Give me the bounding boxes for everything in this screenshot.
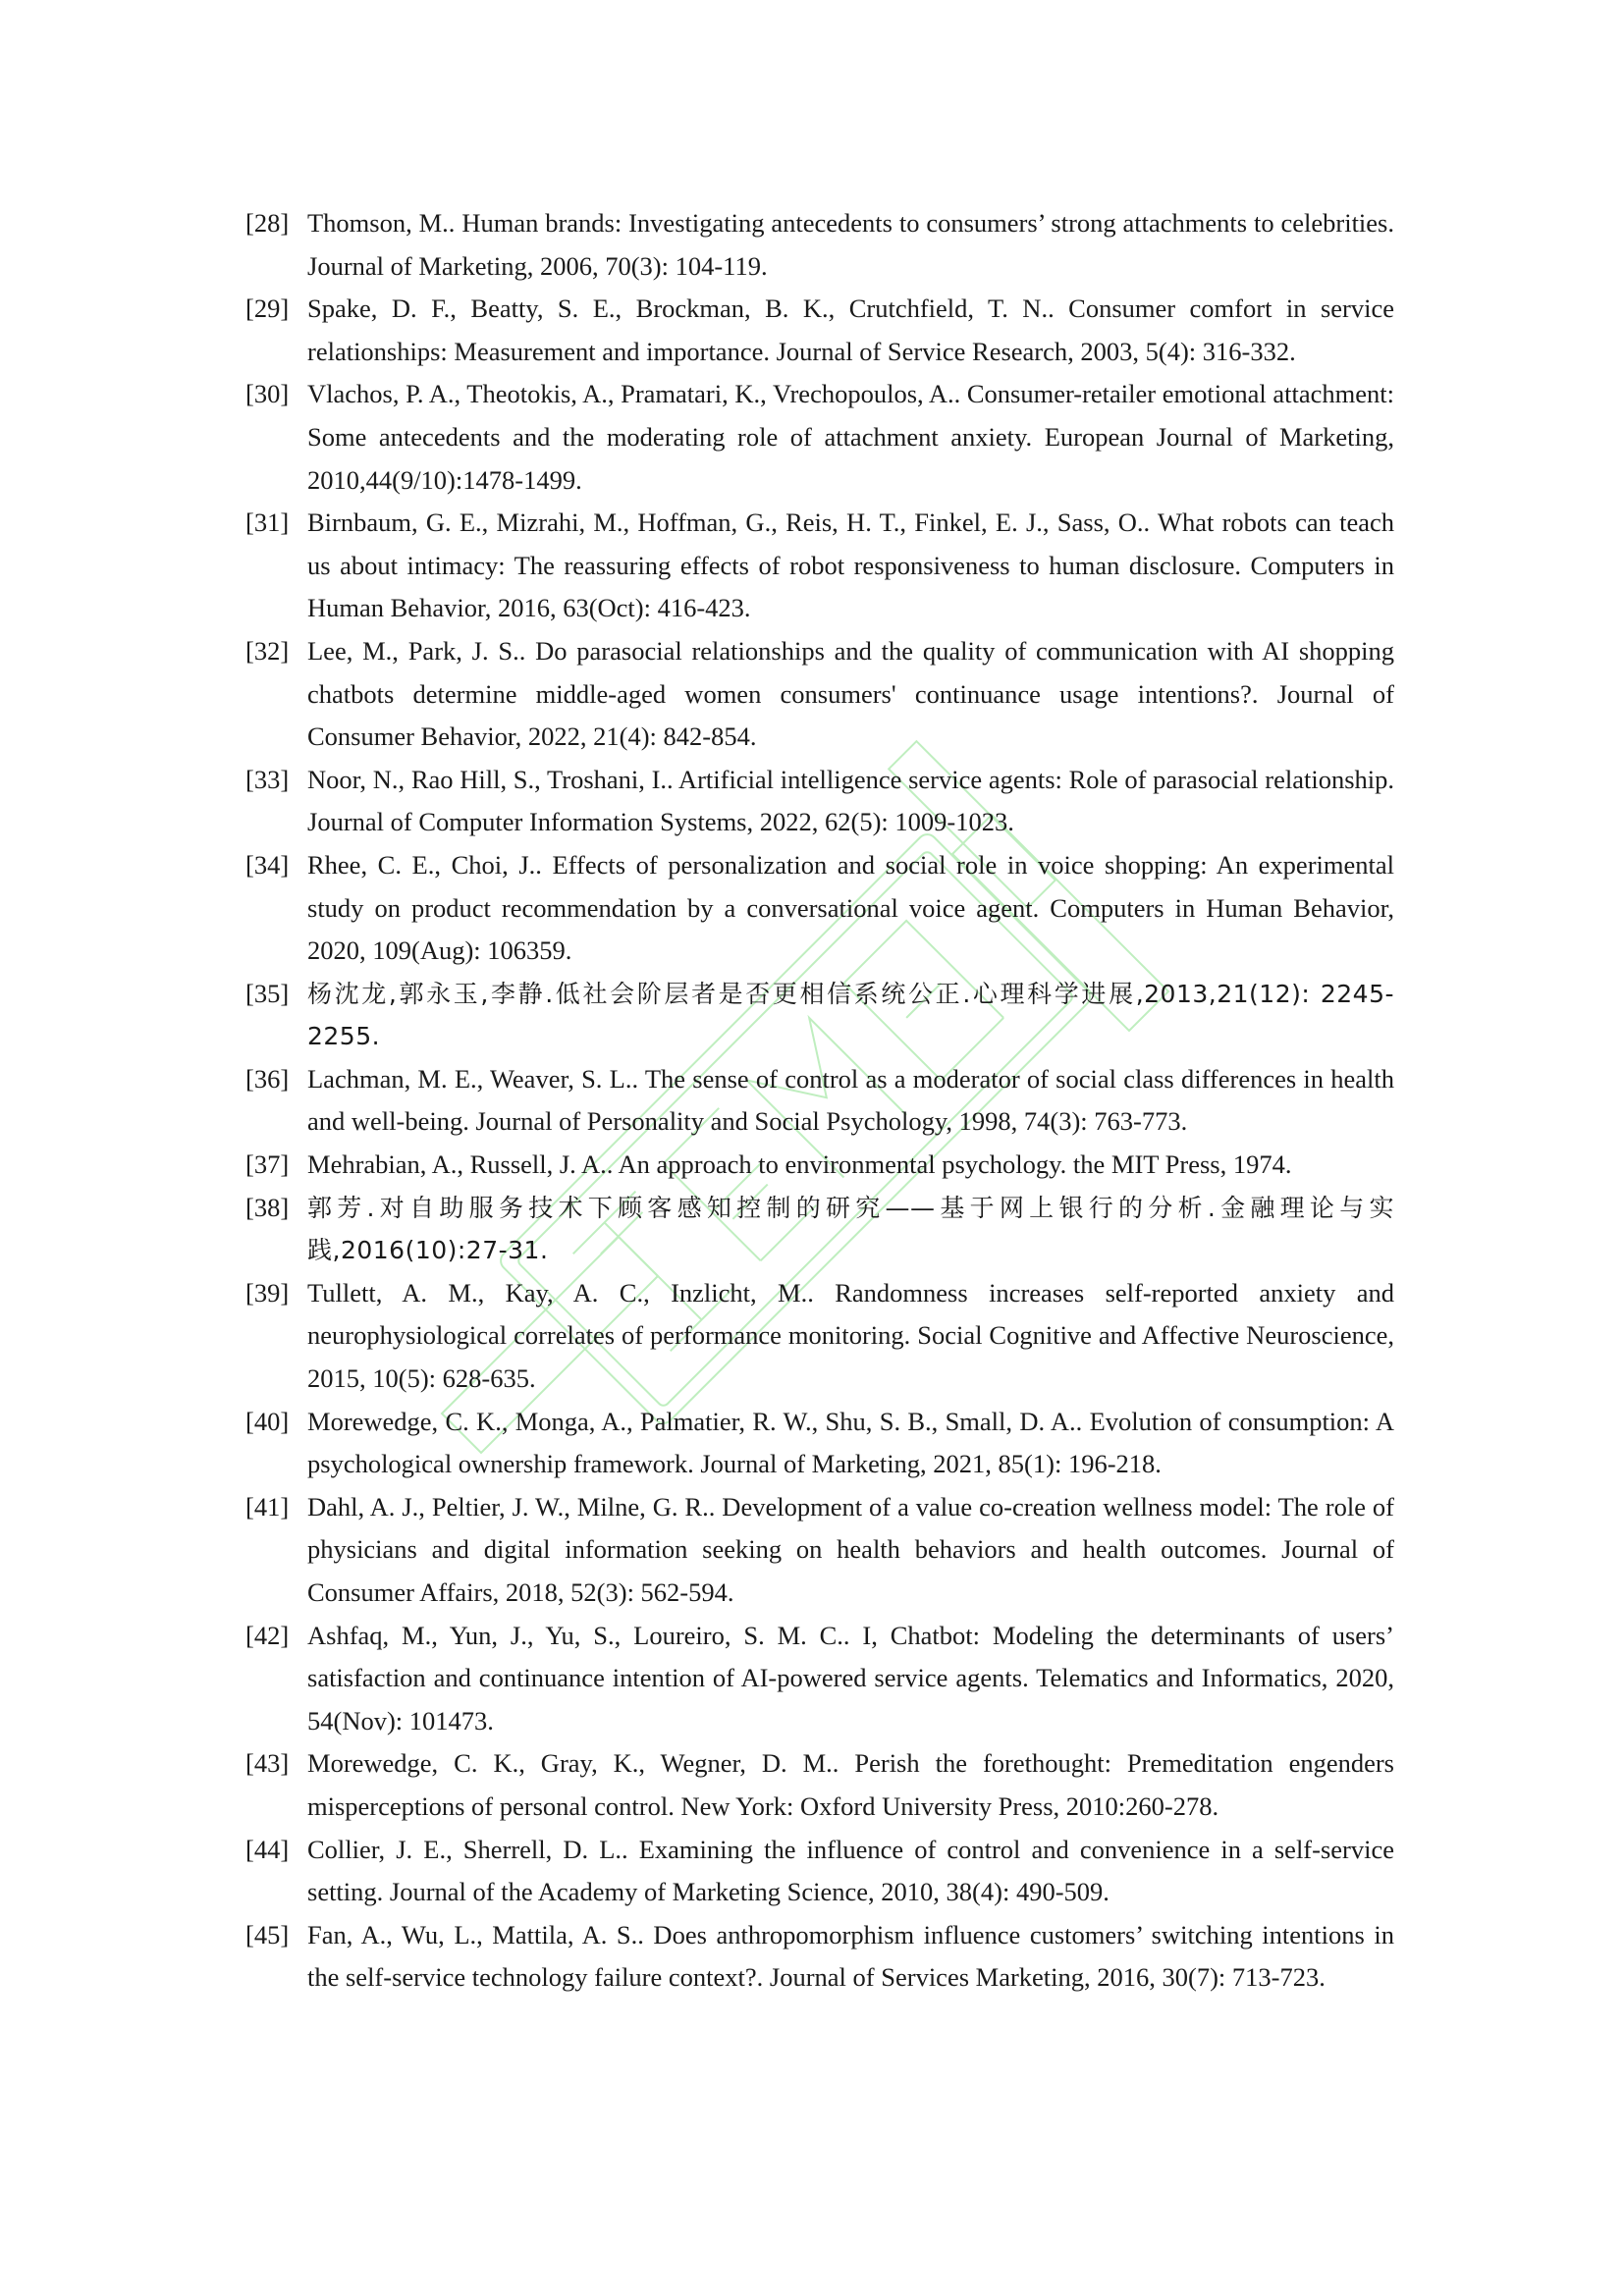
reference-text: Thomson, M.. Human brands: Investigating antecedents to consumers’ strong attachments to celebrities. Journal of Marketing, 2006, 70(3): 104-119. [307,208,1394,281]
reference-item [245,502,1394,630]
reference-number: [40] [245,1406,290,1436]
reference-number: [33] [245,764,290,794]
reference-number: [41] [245,1491,290,1522]
reference-text: Mehrabian, A., Russell, J. A.. An approach to environmental psychology. the MIT Press, 1974. [307,1149,1292,1180]
reference-number: [38] [245,1192,290,1222]
reference-number: [43] [245,1748,290,1779]
reference-item [245,1742,1394,1828]
reference-text: Dahl, A. J., Peltier, J. W., Milne, G. R.. Development of a value co-creation wellness model: The role of physicians and digital information seeking on health behaviors and health outcomes. Journal of Consumer Affairs, 2018, 52(3): 562-594. [307,1491,1394,1607]
reference-text: Collier, J. E., Sherrell, D. L.. Examining the influence of control and convenience in a self-service setting. Journal of the Academy of Marketing Science, 2010, 38(4): 490-509. [307,1834,1394,1907]
reference-number: [35] [245,978,290,1008]
reference-item [245,1272,1394,1401]
reference-number: [32] [245,635,290,666]
reference-item [245,1829,1394,1914]
reference-item [245,202,1394,288]
reference-text: Rhee, C. E., Choi, J.. Effects of personalization and social role in voice shopping: An experimental study on product recommendation by a conversational voice agent. Computers in Human Behavior, 2020, 109(Aug): 106359. [307,849,1394,966]
reference-text: Lee, M., Park, J. S.. Do parasocial relationships and the quality of communication with AI shopping chatbots determine middle-aged women consumers' continuance usage intentions?. Journal of Consumer Behavior, 2022, 21(4): 842-854. [307,635,1394,752]
reference-number: [36] [245,1063,290,1094]
reference-number: [42] [245,1620,290,1650]
reference-item [245,1144,1394,1187]
reference-item [245,973,1394,1058]
reference-text: Fan, A., Wu, L., Mattila, A. S.. Does anthropomorphism influence customers’ switching intentions in the self-service technology failure context?. Journal of Services Marketing, 2016, 30(7): 713-723. [307,1919,1394,1993]
reference-number: [39] [245,1277,290,1308]
reference-list [245,202,1394,2000]
reference-text: Vlachos, P. A., Theotokis, A., Pramatari, K., Vrechopoulos, A.. Consumer-retailer emotional attachment: Some antecedents and the moderating role of attachment anxiety. European Journal of Marketing, 2010,44(9/10):1478-1499. [307,379,1394,495]
reference-number: [28] [245,208,290,238]
reference-text: Tullett, A. M., Kay, A. C., Inzlicht, M.. Randomness increases self-reported anxiety and neurophysiological correlates of performance monitoring. Social Cognitive and Affective Neuroscience, 2015, 10(5): 628-635. [307,1277,1394,1394]
reference-text: Morewedge, C. K., Gray, K., Wegner, D. M.. Perish the forethought: Premeditation engenders misperceptions of personal control. New York: Oxford University Press, 2010:260-278. [307,1748,1394,1821]
reference-number: [29] [245,294,290,324]
reference-text: Noor, N., Rao Hill, S., Troshani, I.. Artificial intelligence service agents: Role of parasocial relationship. Journal of Computer Information Systems, 2022, 62(5): 1009-1023. [307,764,1394,837]
reference-text: Ashfaq, M., Yun, J., Yu, S., Loureiro, S. M. C.. I, Chatbot: Modeling the determinants of users’ satisfaction and continuance intention of AI-powered service agents. Telematics and Informatics, 2020, 54(Nov): 101473. [307,1620,1394,1735]
reference-number: [45] [245,1919,290,1949]
reference-item [245,1401,1394,1486]
reference-number: [34] [245,849,290,880]
reference-item [245,844,1394,973]
reference-item [245,1914,1394,2000]
reference-item [245,288,1394,373]
reference-item [245,1058,1394,1144]
reference-item [245,373,1394,502]
reference-text: 郭芳.对自助服务技术下顾客感知控制的研究——基于网上银行的分析.金融理论与实践,2016(10):27-31. [307,1193,1394,1265]
reference-item [245,1615,1394,1743]
reference-number: [31] [245,507,290,538]
reference-number: [44] [245,1834,290,1864]
reference-item [245,1187,1394,1272]
reference-number: [30] [245,379,290,409]
reference-text: Birnbaum, G. E., Mizrahi, M., Hoffman, G., Reis, H. T., Finkel, E. J., Sass, O.. What robots can teach us about intimacy: The reassuring effects of robot responsiveness to human disclosure. Computers in Human Behavior, 2016, 63(Oct): 416-423. [307,507,1394,623]
reference-text: 杨沈龙,郭永玉,李静.低社会阶层者是否更相信系统公正.心理科学进展,2013,21(12): 2245-2255. [307,979,1394,1051]
reference-item [245,759,1394,844]
reference-text: Lachman, M. E., Weaver, S. L.. The sense of control as a moderator of social class differences in health and well-being. Journal of Personality and Social Psychology, 1998, 74(3): 763-773. [307,1063,1394,1137]
reference-item [245,1486,1394,1615]
reference-text: Morewedge, C. K., Monga, A., Palmatier, R. W., Shu, S. B., Small, D. A.. Evolution of consumption: A psychological ownership framework. Journal of Marketing, 2021, 85(1): 196-218. [307,1406,1394,1479]
reference-item [245,630,1394,759]
reference-text: Spake, D. F., Beatty, S. E., Brockman, B. K., Crutchfield, T. N.. Consumer comfort in service relationships: Measurement and importance. Journal of Service Research, 2003, 5(4): 316-332. [307,294,1394,366]
reference-number: [37] [245,1149,290,1180]
